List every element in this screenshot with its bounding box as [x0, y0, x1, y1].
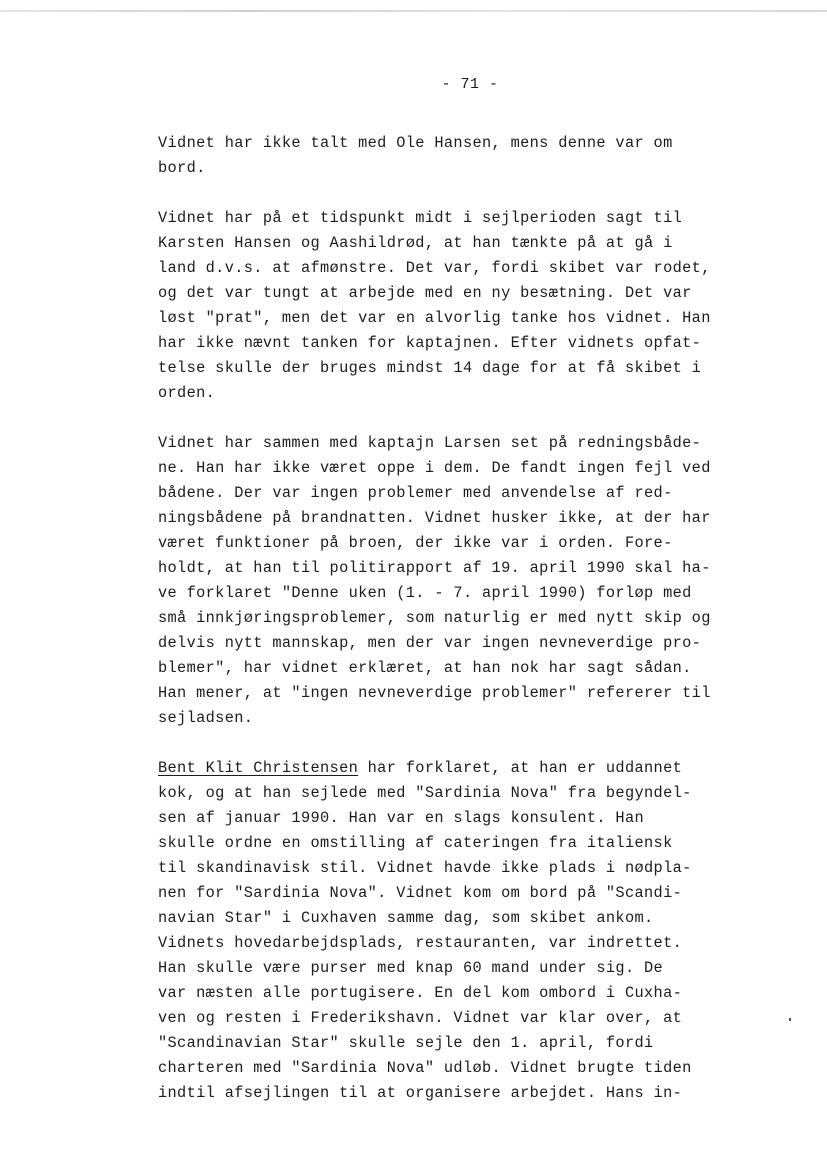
paragraph-3 [158, 431, 798, 731]
text-line: Han mener, at "ingen nevneverdige problemer" refererer til [158, 684, 711, 702]
page-number: - 71 - [441, 76, 499, 93]
text-line: bådene. Der var ingen problemer med anvendelse af red- [158, 484, 673, 502]
paragraph-witness [158, 756, 798, 1106]
text-line: løst "prat", men det var en alvorlig tanke hos vidnet. Han [158, 309, 711, 327]
text-line: skulle ordne en omstilling af cateringen fra italiensk [158, 834, 673, 852]
text-line: bord. [158, 159, 206, 177]
text-line: Vidnet har sammen med kaptajn Larsen set på redningsbåde- [158, 434, 702, 452]
text-line: kok, og at han sejlede med "Sardinia Nova" fra begyndel- [158, 784, 692, 802]
text-line: sen af januar 1990. Han var en slags konsulent. Han [158, 809, 645, 827]
text-line: holdt, at han til politirapport af 19. april 1990 skal ha- [158, 559, 711, 577]
document-body [158, 131, 798, 1131]
text-line: Vidnet har på et tidspunkt midt i sejlperioden sagt til [158, 209, 683, 227]
text-line: og det var tungt at arbejde med en ny besætning. Det var [158, 284, 692, 302]
paragraph-2 [158, 206, 798, 406]
text-line: Vidnet har ikke talt med Ole Hansen, mens denne var om [158, 134, 673, 152]
paragraph-1 [158, 131, 798, 181]
text-line: små innkjøringsproblemer, som naturlig er med nytt skip og [158, 609, 711, 627]
text-line: ne. Han har ikke været oppe i dem. De fandt ingen fejl ved [158, 459, 711, 477]
text-line: "Scandinavian Star" skulle sejle den 1. april, fordi [158, 1034, 654, 1052]
text-line: indtil afsejlingen til at organisere arbejdet. Hans in- [158, 1084, 683, 1102]
witness-name: Bent Klit Christensen [158, 759, 359, 777]
text-line: Karsten Hansen og Aashildrød, at han tænkte på at gå i [158, 234, 673, 252]
text-line: delvis nytt mannskap, men der var ingen nevneverdige pro- [158, 634, 702, 652]
text-line: til skandinavisk stil. Vidnet havde ikke plads i nødpla- [158, 859, 692, 877]
text-line: Han skulle være purser med knap 60 mand under sig. De [158, 959, 664, 977]
text-line: nen for "Sardinia Nova". Vidnet kom om bord på "Scandi- [158, 884, 683, 902]
text-line: Vidnets hovedarbejdsplads, restauranten, var indrettet. [158, 934, 683, 952]
text-line: været funktioner på broen, der ikke var i orden. Fore- [158, 534, 673, 552]
text-line: ven og resten i Frederikshavn. Vidnet var klar over, at [158, 1009, 683, 1027]
witness-intro: har forklaret, at han er uddannet [358, 759, 683, 777]
text-line: orden. [158, 384, 216, 402]
text-line: blemer", har vidnet erklæret, at han nok har sagt sådan. [158, 659, 692, 677]
text-line: land d.v.s. at afmønstre. Det var, fordi skibet var rodet, [158, 259, 711, 277]
text-line: ningsbådene på brandnatten. Vidnet husker ikke, at der har [158, 509, 711, 527]
text-line: telse skulle der bruges mindst 14 dage for at få skibet i [158, 359, 702, 377]
text-line: charteren med "Sardinia Nova" udløb. Vidnet brugte tiden [158, 1059, 692, 1077]
text-line [158, 756, 798, 781]
text-line: navian Star" i Cuxhaven samme dag, som skibet ankom. [158, 909, 654, 927]
text-line: var næsten alle portugisere. En del kom ombord i Cuxha- [158, 984, 683, 1002]
text-line: har ikke nævnt tanken for kaptajnen. Efter vidnets opfat- [158, 334, 702, 352]
scan-speck [789, 1018, 791, 1021]
text-line: sejladsen. [158, 709, 254, 727]
scan-edge-line [0, 10, 827, 12]
text-line: ve forklaret "Denne uken (1. - 7. april 1990) forløp med [158, 584, 692, 602]
